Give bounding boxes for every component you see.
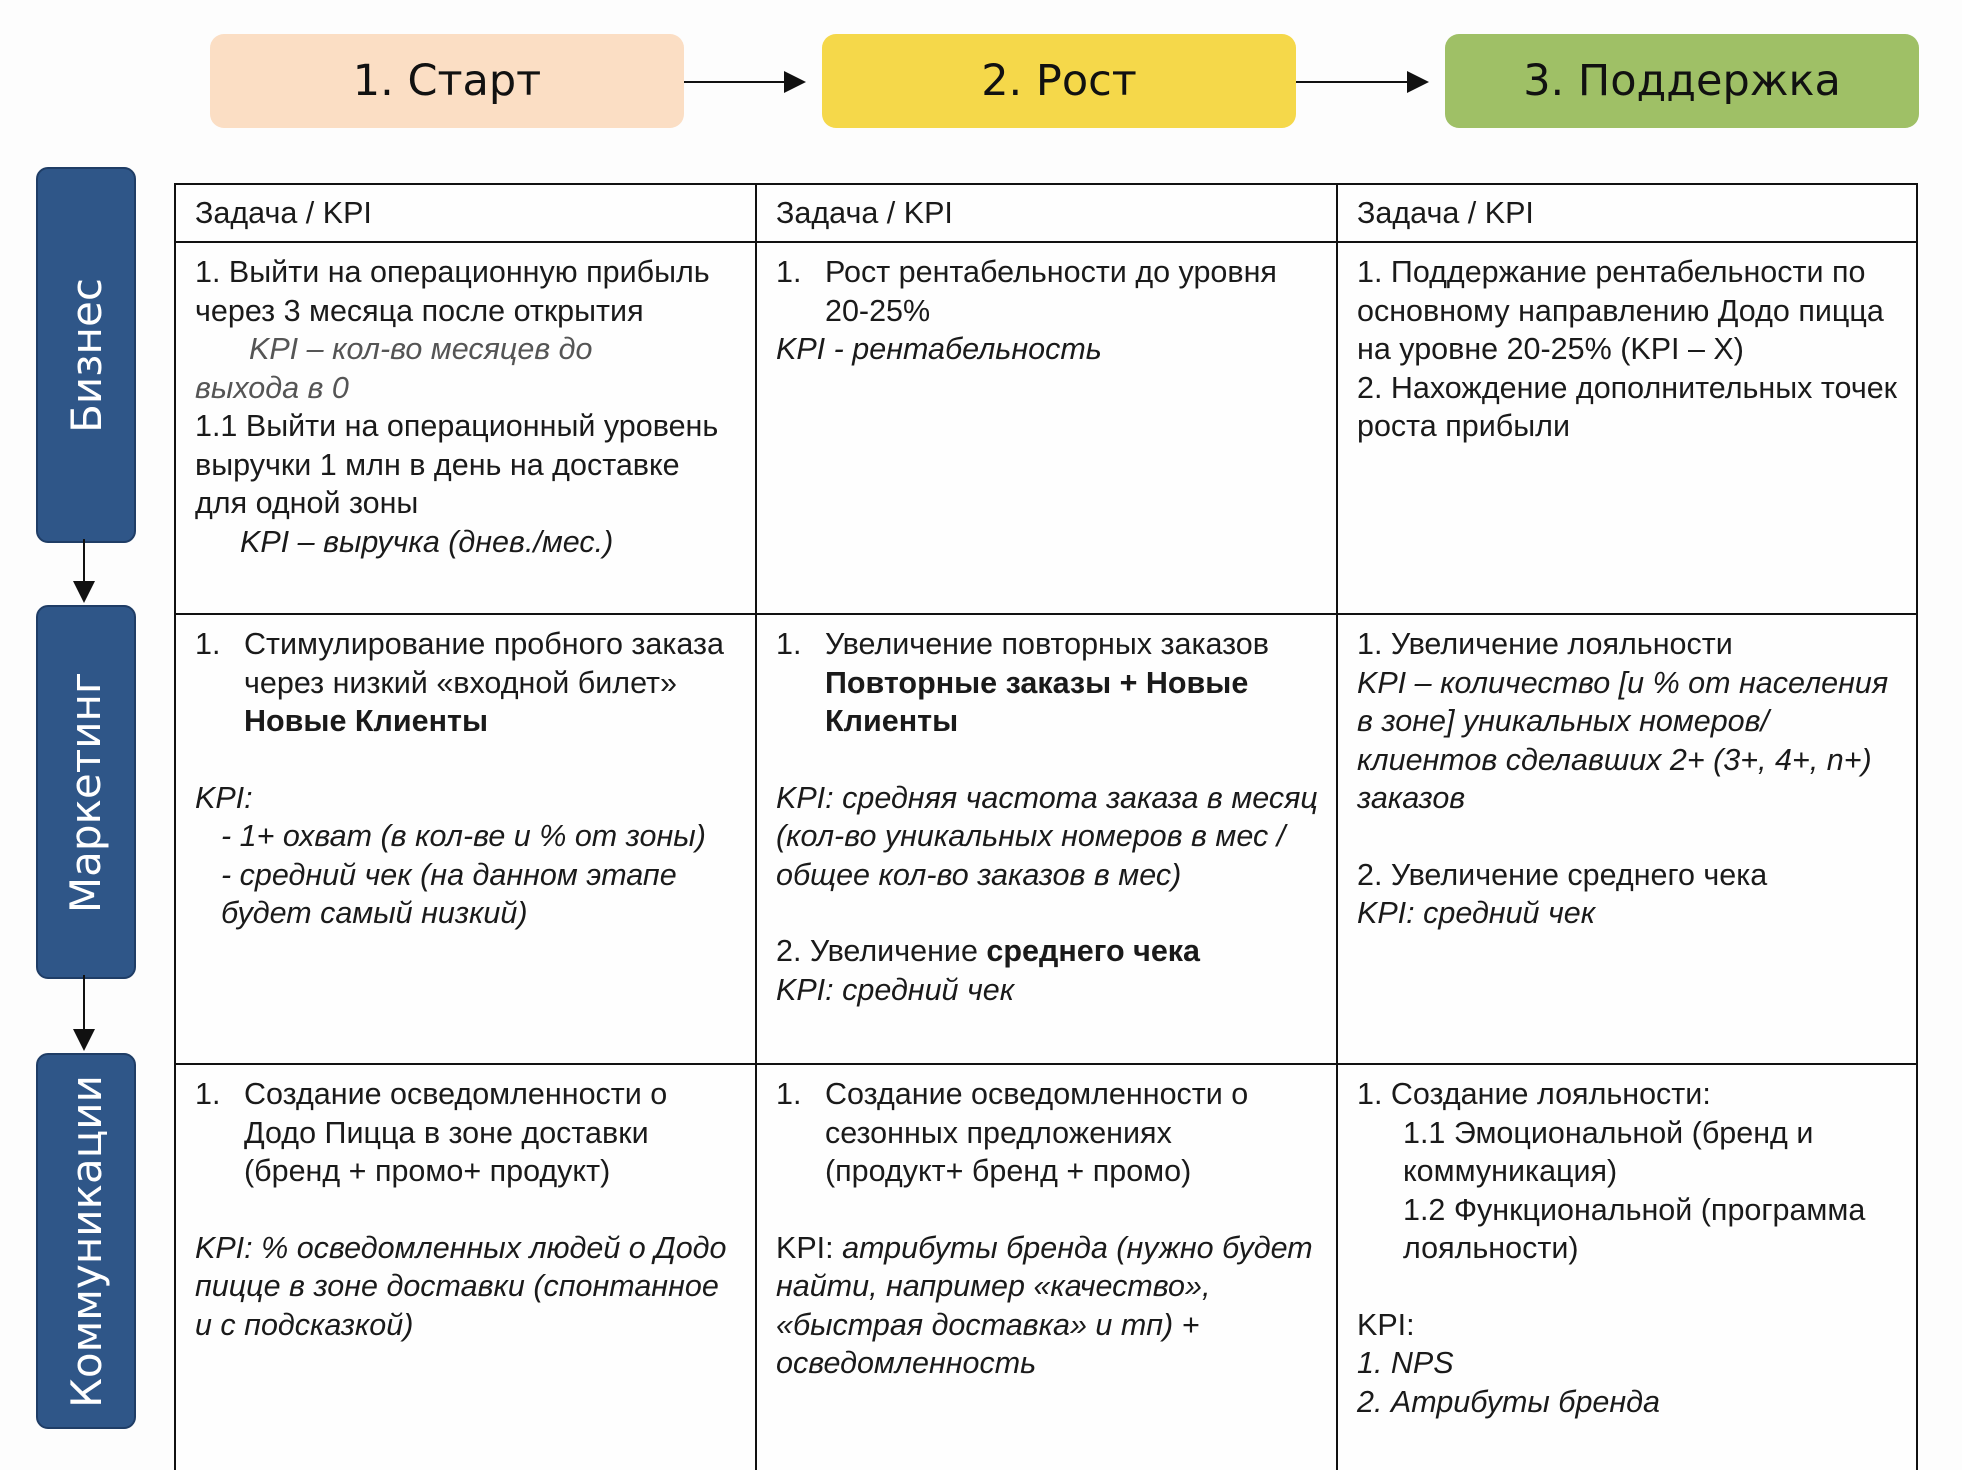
stage-growth: 2. Рост <box>822 34 1296 128</box>
kpi-text: KPI – выручка (днев./мес.) <box>240 524 614 559</box>
cell-marketing-start <box>176 615 757 1065</box>
task-item: 1. Стимулирование пробного заказа через низкий «входной билет» Новые Клиенты <box>195 627 724 738</box>
subtask-item: 1.1 Выйти на операционный уровень выручки 1 млн в день на доставке для одной зоны <box>195 409 719 520</box>
kpi-text: KPI: атрибуты бренда (нужно будет найти, например «качество», «быстрая доставка» и тп) + осведомленность <box>776 1230 1313 1380</box>
cell-business-start <box>176 243 757 615</box>
row-label-text: Коммуникации <box>61 1074 111 1408</box>
row-label-communications <box>36 1053 136 1429</box>
kpi-text: KPI: средний чек <box>776 972 1015 1007</box>
kpi-text: выхода в 0 <box>195 370 349 405</box>
stage-start: 1. Старт <box>210 34 684 128</box>
header-cell-start: Задача / KPI <box>176 185 757 243</box>
row-label-text: Бизнес <box>61 277 111 433</box>
task-item: 2. Увеличение среднего чека <box>776 934 1201 968</box>
kpi-text: 1. NPS <box>1357 1346 1454 1380</box>
cell-business-support <box>1338 243 1916 615</box>
cell-communications-growth <box>757 1065 1338 1470</box>
strategy-matrix <box>174 183 1918 1470</box>
subtask-item: 1.2 Функциональной (программа лояльности) <box>1403 1192 1866 1265</box>
task-item: 1. Поддержание рентабельности по основному направлению Додо пицца на уровне 20-25% (KPI – X) <box>1357 255 1884 366</box>
cell-marketing-growth <box>757 615 1338 1065</box>
kpi-text: - средний чек (на данном этапе будет самый низкий) <box>221 857 677 930</box>
kpi-text: - 1+ охват (в кол-ве и % от зоны) <box>221 819 706 853</box>
kpi-text: KPI: % осведомленных людей о Додо пицце в зоне доставки (спонтанное и с подсказкой) <box>195 1230 727 1342</box>
task-item: 1. Выйти на операционную прибыль через 3 месяца после открытия <box>195 255 710 328</box>
row-label-business <box>36 167 136 543</box>
arrow-right-icon <box>684 81 804 83</box>
kpi-text: KPI: средний чек <box>1357 896 1596 930</box>
cell-business-growth <box>757 243 1338 615</box>
kpi-text: KPI – количество [и % от населения в зоне] уникальных номеров/клиентов сделавших 2+ (3+, 4+, n+) заказов <box>1357 665 1889 815</box>
task-item: 1. Увеличение лояльности <box>1357 627 1733 661</box>
row-label-text: Маркетинг <box>61 671 111 913</box>
kpi-text: KPI - рентабельность <box>776 332 1102 366</box>
cell-communications-start <box>176 1065 757 1470</box>
kpi-text: 2. Атрибуты бренда <box>1357 1384 1660 1419</box>
subtask-item: 1.1 Эмоциональной (бренд и коммуникация) <box>1403 1115 1814 1188</box>
arrow-down-icon <box>83 975 85 1049</box>
kpi-text: KPI – кол-во месяцев до <box>249 332 593 366</box>
arrow-down-icon <box>83 539 85 601</box>
cell-marketing-support <box>1338 615 1916 1065</box>
task-item: 1. Создание лояльности: <box>1357 1077 1711 1111</box>
kpi-text: KPI: средняя частота заказа в месяц (кол-во уникальных номеров в мес / общее кол-во заказов в мес) <box>776 780 1318 892</box>
task-item: 1. Создание осведомленности о Додо Пицца в зоне доставки (бренд + промо+ продукт) <box>195 1077 668 1188</box>
row-label-marketing <box>36 605 136 979</box>
arrow-right-icon <box>1296 81 1427 83</box>
header-cell-support: Задача / KPI <box>1338 185 1916 243</box>
task-item: 2. Увеличение среднего чека <box>1357 857 1768 892</box>
task-item: 1. Рост рентабельности до уровня 20-25% <box>776 255 1277 328</box>
task-item: 1. Создание осведомленности о сезонных предложениях (продукт+ бренд + промо) <box>776 1077 1249 1188</box>
kpi-title: KPI: <box>1357 1307 1415 1342</box>
header-cell-growth: Задача / KPI <box>757 185 1338 243</box>
cell-communications-support <box>1338 1065 1916 1470</box>
stage-support: 3. Поддержка <box>1445 34 1919 128</box>
kpi-title: KPI: <box>195 780 253 815</box>
task-item: 2. Нахождение дополнительных точек роста прибыли <box>1357 370 1898 443</box>
task-item: 1. Увеличение повторных заказов Повторные заказы + Новые Клиенты <box>776 627 1269 738</box>
